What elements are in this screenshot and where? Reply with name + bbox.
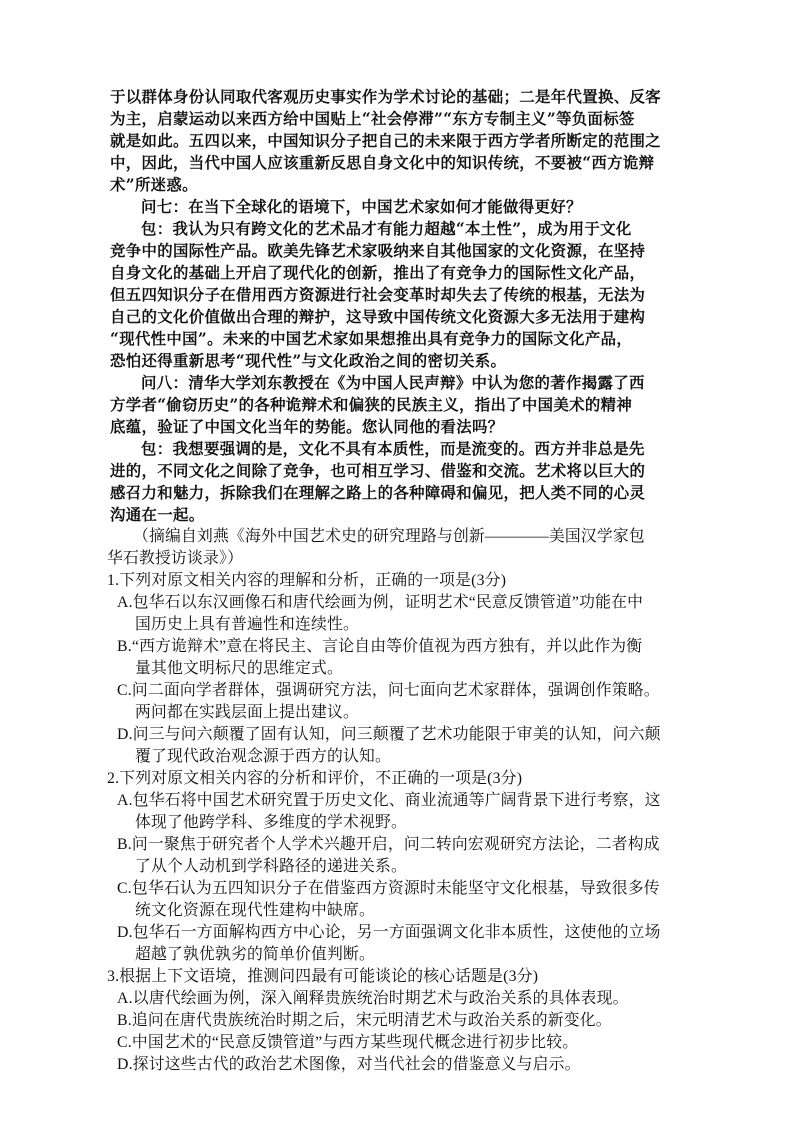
answer-seven-line: 恐怕还得重新思考“现代性”与文化政治之间的密切关系。 [110,352,507,370]
question-2-option: 体现了他跨学科、多维度的学术视野。 [135,814,407,831]
question-2-option: A.包华石将中国艺术研究置于历史文化、商业流通等广阔背景下进行考察，这 [117,792,661,809]
question-3-option: D.探讨这些古代的政治艺术图像，对当代社会的借鉴意义与启示。 [117,1056,581,1073]
answer-eight-line: 进的，不同文化之间除了竞争，也可相互学习、借鉴和交流。艺术将以巨大的 [110,462,646,480]
passage-line: 中，因此，当代中国人应该重新反思自身文化中的知识传统，不要被“西方诡辩 [110,154,655,172]
question-3-option: C.中国艺术的“民意反馈管道”与西方某些现代概念进行初步比较。 [117,1034,579,1051]
question-1-option: 覆了现代政治观念源于西方的认知。 [135,748,391,765]
question-3-option: A.以唐代绘画为例，深入阐释贵族统治时期艺术与政治关系的具体表现。 [117,990,629,1007]
question-3-option: B.追问在唐代贵族统治时期之后，宋元明清艺术与政治关系的新变化。 [117,1012,612,1029]
question-2-option: D.包华石一方面解构西方中心论，另一方面强调文化非本质性，这使他的立场 [117,924,661,941]
question-1-option: C.问二面向学者群体，强调研究方法，问七面向艺术家群体，强调创作策略。 [117,682,660,699]
source-line: （摘编自刘燕《海外中国艺术史的研究理路与创新————美国汉学家包 [133,528,645,545]
answer-seven-line: “现代性中国”。未来的中国艺术家如果想推出具有竞争力的国际文化产品， [110,330,633,348]
question-2-stem: 2.下列对原文相关内容的分析和评价，不正确的一项是(3分) [107,770,523,787]
answer-seven-line: 自己的文化价值做出合理的辩护，这导致中国传统文化资源大多无法用于建构 [110,308,646,326]
question-2-option: 超越了孰优孰劣的简单价值判断。 [135,946,375,963]
question-1-option: 量其他文明标尺的思维定式。 [135,660,343,677]
question-seven: 问七：在当下全球化的语境下，中国艺术家如何才能做得更好？ [141,198,582,216]
question-eight-line: 方学者“偷窃历史”的各种诡辩术和偏狭的民族主义，指出了中国美术的精神 [110,396,633,414]
passage-line: 就是如此。五四以来，中国知识分子把自己的未来限于西方学者所断定的范围之 [110,132,661,150]
question-3-stem: 3.根据上下文语境，推测问四最有可能谈论的核心话题是(3分) [107,968,539,985]
question-1-option: A.包华石以东汉画像石和唐代绘画为例，证明艺术“民意反馈管道”功能在中 [117,594,644,611]
source-line: 华石教授访谈录》） [107,550,244,567]
question-1-option: 国历史上具有普遍性和连续性。 [135,616,359,633]
question-2-option: 统文化资源在现代性建构中缺席。 [135,902,375,919]
question-1-stem: 1.下列对原文相关内容的理解和分析，正确的一项是(3分) [107,572,507,589]
answer-eight-line: 感召力和魅力，拆除我们在理解之路上的各种障碍和偏见，把人类不同的心灵 [110,484,646,502]
question-2-option: 了从个人动机到学科路径的递进关系。 [135,858,407,875]
answer-eight-line: 沟通在一起。 [110,506,205,524]
question-eight-line: 底蕴，验证了中国文化当年的势能。您认同他的看法吗？ [110,418,504,436]
question-1-option: 两问都在实践层面上提出建议。 [135,704,359,721]
answer-seven-line: 但五四知识分子在借用西方资源进行社会变革时却失去了传统的根基，无法为 [110,286,646,304]
answer-seven-line: 竞争中的国际性产品。欧美先锋艺术家吸纳来自其他国家的文化资源，在坚持 [110,242,646,260]
question-2-option: B.问一聚焦于研究者个人学术兴趣开启，问二转向宏观研究方法论，二者构成 [117,836,660,853]
answer-seven-line: 包：我认为只有跨文化的艺术品才有能力超越“本土性”，成为用于文化 [141,220,632,238]
question-1-option: D.问三与问六颠覆了固有认知，问三颠覆了艺术功能限于审美的认知，问六颠 [117,726,661,743]
question-2-option: C.包华石认为五四知识分子在借鉴西方资源时未能坚守文化根基，导致很多传 [117,880,660,897]
answer-eight-line: 包：我想要强调的是，文化不具有本质性，而是流变的。西方并非总是先 [141,440,645,458]
passage-line: 术”所迷惑。 [110,176,198,194]
passage-line: 为主，启蒙运动以来西方给中国贴上“社会停滞”“东方专制主义”等负面标签 [110,110,635,128]
answer-seven-line: 自身文化的基础上开启了现代化的创新，推出了有竞争力的国际性文化产品， [110,264,646,282]
question-eight: 问八：清华大学刘东教授在《为中国人民声辩》中认为您的著作揭露了西 [141,374,645,392]
passage-line: 于以群体身份认同取代客观历史事实作为学术讨论的基础；二是年代置换、反客 [110,88,661,106]
question-1-option: B.“西方诡辩术”意在将民主、言论自由等价值视为西方独有，并以此作为衡 [117,638,643,655]
